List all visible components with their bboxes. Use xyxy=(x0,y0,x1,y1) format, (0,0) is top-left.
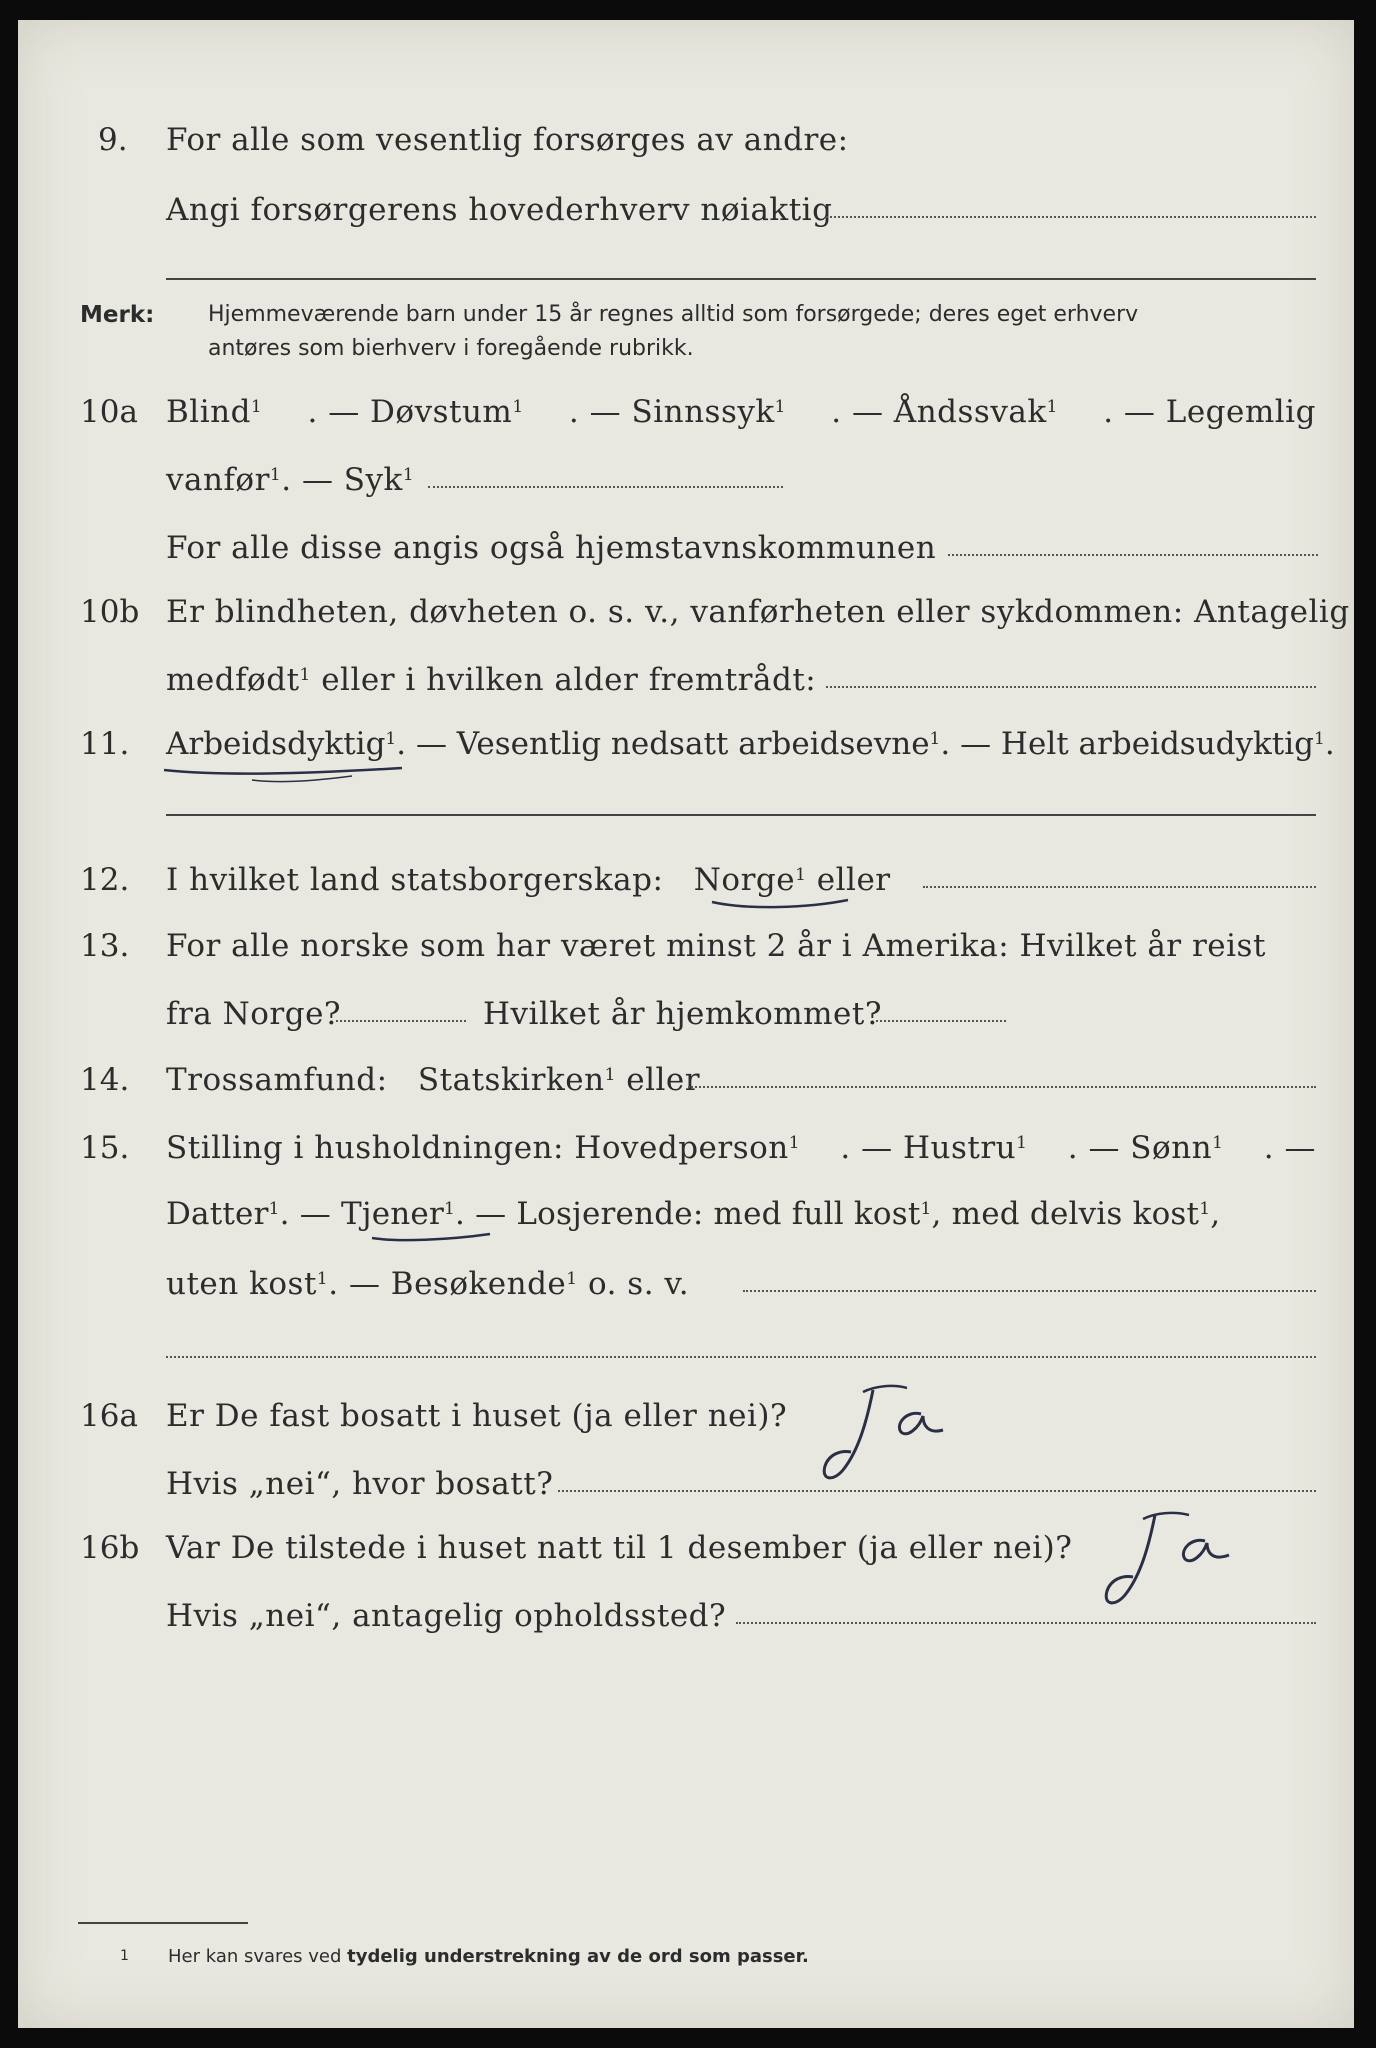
q12-answer-line[interactable] xyxy=(923,886,1316,888)
q15-line2: Datter$^1$. — Tjener$^1$. — Losjerende: med full kost$^1$, med delvis kost$^1$, xyxy=(166,1196,1221,1232)
q12-line: I hvilket land statsborgerskap: Norge$^1$ eller xyxy=(166,862,891,898)
q9-answer-line[interactable] xyxy=(826,216,1316,218)
q16a-line2: Hvis „nei“, hvor bosatt? xyxy=(166,1466,554,1502)
q12-number: 12. xyxy=(80,862,130,898)
q10a-line2: vanfør$^1$. — Syk$^1$ xyxy=(166,462,415,498)
q15-answer-line-2[interactable] xyxy=(166,1356,1316,1358)
q15-handwritten-underline xyxy=(368,1226,498,1250)
q10a-syk-line[interactable] xyxy=(428,486,783,488)
q15-number: 15. xyxy=(80,1130,130,1166)
q10a-line3: For alle disse angis også hjemstavnskommunen xyxy=(166,530,937,566)
q13-hjemkommet-line[interactable] xyxy=(876,1020,1006,1022)
q16a-number: 16a xyxy=(80,1398,138,1434)
q12-handwritten-underline xyxy=(708,892,858,918)
q16b-line2: Hvis „nei“, antagelig opholdssted? xyxy=(166,1598,727,1634)
q11-arbeidsdyktig[interactable]: Arbeidsdyktig$^1$ xyxy=(166,726,397,762)
q9-line2: Angi forsørgerens hovederhverv nøiaktig xyxy=(166,192,833,228)
merk-line1: Hjemmeværende barn under 15 år regnes alltid som forsørgede; deres eget erhverv xyxy=(208,302,1139,327)
q11-line: Arbeidsdyktig$^1$. — Vesentlig nedsatt arbeidsevne$^1$. — Helt arbeidsudyktig$^1$. xyxy=(166,726,1335,762)
q9-line1: For alle som vesentlig forsørges av andre: xyxy=(166,122,849,158)
q10b-number: 10b xyxy=(80,594,140,630)
q10a-kommune-line[interactable] xyxy=(948,554,1318,556)
q16a-handwritten-answer xyxy=(803,1380,983,1490)
q16b-opholdssted-line[interactable] xyxy=(736,1622,1316,1624)
q13-number: 13. xyxy=(80,928,130,964)
q11-handwritten-underline xyxy=(162,758,412,788)
q14-statskirken[interactable]: Statskirken$^1$ xyxy=(417,1062,616,1098)
q13-line1: For alle norske som har været minst 2 år i Amerika: Hvilket år reist xyxy=(166,928,1266,964)
q16b-number: 16b xyxy=(80,1530,140,1566)
q9-answer-line-2[interactable] xyxy=(166,278,1316,280)
q15-line1: Stilling i husholdningen: Hovedperson$^1$ . — Hustru$^1$ . — Sønn$^1$ . — xyxy=(166,1130,1316,1166)
q13-line2a: fra Norge? xyxy=(166,996,342,1032)
census-form-page xyxy=(18,20,1354,2028)
q10b-line2: medfødt$^1$ eller i hvilken alder fremtrådt: xyxy=(166,662,817,698)
q12-norge[interactable]: Norge$^1$ xyxy=(693,862,807,898)
q14-answer-line[interactable] xyxy=(688,1086,1316,1088)
footnote-rule xyxy=(78,1922,248,1924)
q10a-line1: Blind$^1$ . — Døvstum$^1$ . — Sinnssyk$^1$ . — Åndssvak$^1$ . — Legemlig xyxy=(166,394,1316,430)
q13-reist-line[interactable] xyxy=(336,1020,466,1022)
q16a-line1: Er De fast bosatt i huset (ja eller nei)? xyxy=(166,1398,788,1434)
q15-answer-line[interactable] xyxy=(743,1290,1316,1292)
q10b-answer-line[interactable] xyxy=(826,686,1316,688)
q16b-line1: Var De tilstede i huset natt til 1 desember (ja eller nei)? xyxy=(166,1530,1073,1566)
q9-number: 9. xyxy=(98,122,128,158)
q15-tjener[interactable]: Tjener$^1$ xyxy=(341,1196,456,1232)
q16a-bosatt-line[interactable] xyxy=(558,1490,1316,1492)
merk-label: Merk: xyxy=(80,302,155,328)
q15-line3: uten kost$^1$. — Besøkende$^1$ o. s. v. xyxy=(166,1266,690,1302)
q11-number: 11. xyxy=(80,726,130,762)
q13-line2b: Hvilket år hjemkommet? xyxy=(483,996,882,1032)
q10b-line1: Er blindheten, døvheten o. s. v., vanførheten eller sykdommen: Antagelig xyxy=(166,594,1350,630)
footnote-mark: 1 xyxy=(120,1948,129,1964)
q16b-handwritten-answer xyxy=(1093,1505,1273,1615)
merk-line2: antøres som bierhverv i foregående rubrikk. xyxy=(208,336,694,361)
q10a-number: 10a xyxy=(80,394,138,430)
q14-line: Trossamfund: Statskirken$^1$ eller xyxy=(166,1062,701,1098)
q14-number: 14. xyxy=(80,1062,130,1098)
footnote-text: Her kan svares ved tydelig understrekning av de ord som passer. xyxy=(168,1946,809,1967)
q11-answer-line[interactable] xyxy=(166,814,1316,816)
